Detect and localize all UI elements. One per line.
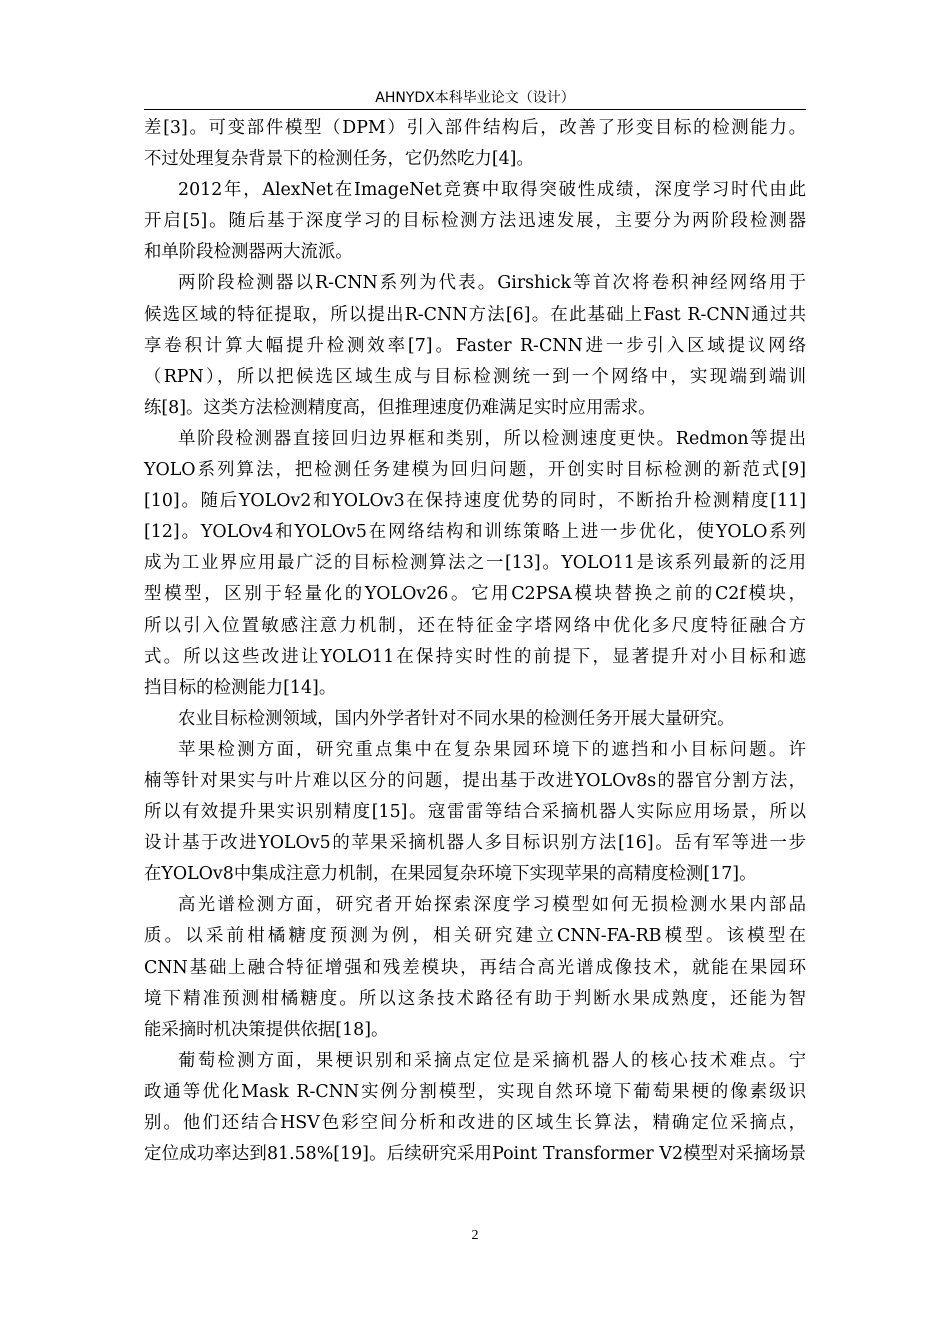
text-line: 候选区域的特征提取，所以提出R-CNN方法[6]。在此基础上Fast R-CNN通过共	[144, 304, 806, 325]
text-line: 差[3]。可变部件模型（DPM）引入部件结构后，改善了形变目标的检测能力。	[144, 118, 806, 138]
text-line: 高光谱检测方面，研究者开始探索深度学习模型如何无损检测水果内部品	[178, 895, 806, 916]
text-line: 单阶段检测器直接回归边界框和类别，所以检测速度更快。Redmon等提出	[178, 428, 806, 449]
page-number: 2	[471, 1228, 479, 1243]
text-line: 享卷积计算大幅提升检测效率[7]。Faster R-CNN进一步引入区域提议网络	[144, 335, 806, 356]
text-line: 所以引入位置敏感注意力机制，还在特征金字塔网络中优化多尺度特征融合方	[144, 615, 806, 636]
text-line: 和单阶段检测器两大流派。	[144, 242, 353, 263]
text-line: （RPN），所以把候选区域生成与目标检测统一到一个网络中，实现端到端训	[144, 366, 806, 387]
text-line: 政通等优化Mask R-CNN实例分割模型，实现自然环境下葡萄果梗的像素级识	[144, 1081, 806, 1102]
text-line: 设计基于改进YOLOv5的苹果采摘机器人多目标识别方法[16]。岳有军等进一步	[144, 833, 806, 854]
text-line: 不过处理复杂背景下的检测任务，它仍然吃力[4]。	[144, 149, 534, 170]
text-line: 楠等针对果实与叶片难以区分的问题，提出基于改进YOLOv8s的器官分割方法，	[144, 770, 806, 791]
text-line: 两阶段检测器以R-CNN系列为代表。Girshick等首次将卷积神经网络用于	[178, 273, 806, 294]
text-line: 所以有效提升果实识别精度[15]。寇雷雷等结合采摘机器人实际应用场景，所以	[144, 802, 806, 823]
header-divider	[144, 109, 806, 110]
text-line: YOLO系列算法，把检测任务建模为回归问题，开创实时目标检测的新范式[9]	[144, 460, 806, 481]
body-text	[144, 113, 806, 1170]
text-line: 定位成功率达到81.58%[19]。后续研究采用Point Transformer V2模型对采摘场景	[144, 1144, 806, 1165]
text-line: CNN基础上融合特征增强和残差模块，再结合高光谱成像技术，就能在果园环	[144, 957, 806, 978]
text-line: 练[8]。这类方法检测精度高，但推理速度仍难满足实时应用需求。	[144, 397, 656, 418]
text-line: 苹果检测方面，研究重点集中在复杂果园环境下的遮挡和小目标问题。许	[178, 739, 806, 760]
text-line: 开启[5]。随后基于深度学习的目标检测方法迅速发展，主要分为两阶段检测器	[144, 211, 806, 232]
page-header: AHNYDX本科毕业论文（设计）	[375, 90, 575, 106]
text-line: 农业目标检测领域，国内外学者针对不同水果的检测任务开展大量研究。	[178, 708, 735, 729]
text-line: 葡萄检测方面，果梗识别和采摘点定位是采摘机器人的核心技术难点。宁	[178, 1050, 806, 1071]
text-line: 2012年，AlexNet在ImageNet竞赛中取得突破性成绩，深度学习时代由此	[178, 180, 806, 201]
text-line: 成为工业界应用最广泛的目标检测算法之一[13]。YOLO11是该系列最新的泛用	[144, 553, 806, 574]
text-line: 质。以采前柑橘糖度预测为例，相关研究建立CNN-FA-RB模型。该模型在	[144, 926, 806, 947]
text-line: 型模型，区别于轻量化的YOLOv26。它用C2PSA模块替换之前的C2f模块，	[144, 584, 806, 605]
text-line: [10]。随后YOLOv2和YOLOv3在保持速度优势的同时，不断抬升检测精度[11]	[144, 491, 806, 512]
text-line: 挡目标的检测能力[14]。	[144, 677, 337, 698]
text-line: 能采摘时机决策提供依据[18]。	[144, 1019, 389, 1040]
text-line: [12]。YOLOv4和YOLOv5在网络结构和训练策略上进一步优化，使YOLO系列	[144, 522, 806, 543]
text-line: 式。所以这些改进让YOLO11在保持实时性的前提下，显著提升对小目标和遮	[144, 646, 806, 667]
text-line: 别。他们还结合HSV色彩空间分析和改进的区域生长算法，精确定位采摘点，	[144, 1113, 806, 1133]
text-line: 境下精准预测柑橘糖度。所以这条技术路径有助于判断水果成熟度，还能为智	[144, 988, 806, 1009]
text-line: 在YOLOv8中集成注意力机制，在果园复杂环境下实现苹果的高精度检测[17]。	[144, 864, 757, 885]
